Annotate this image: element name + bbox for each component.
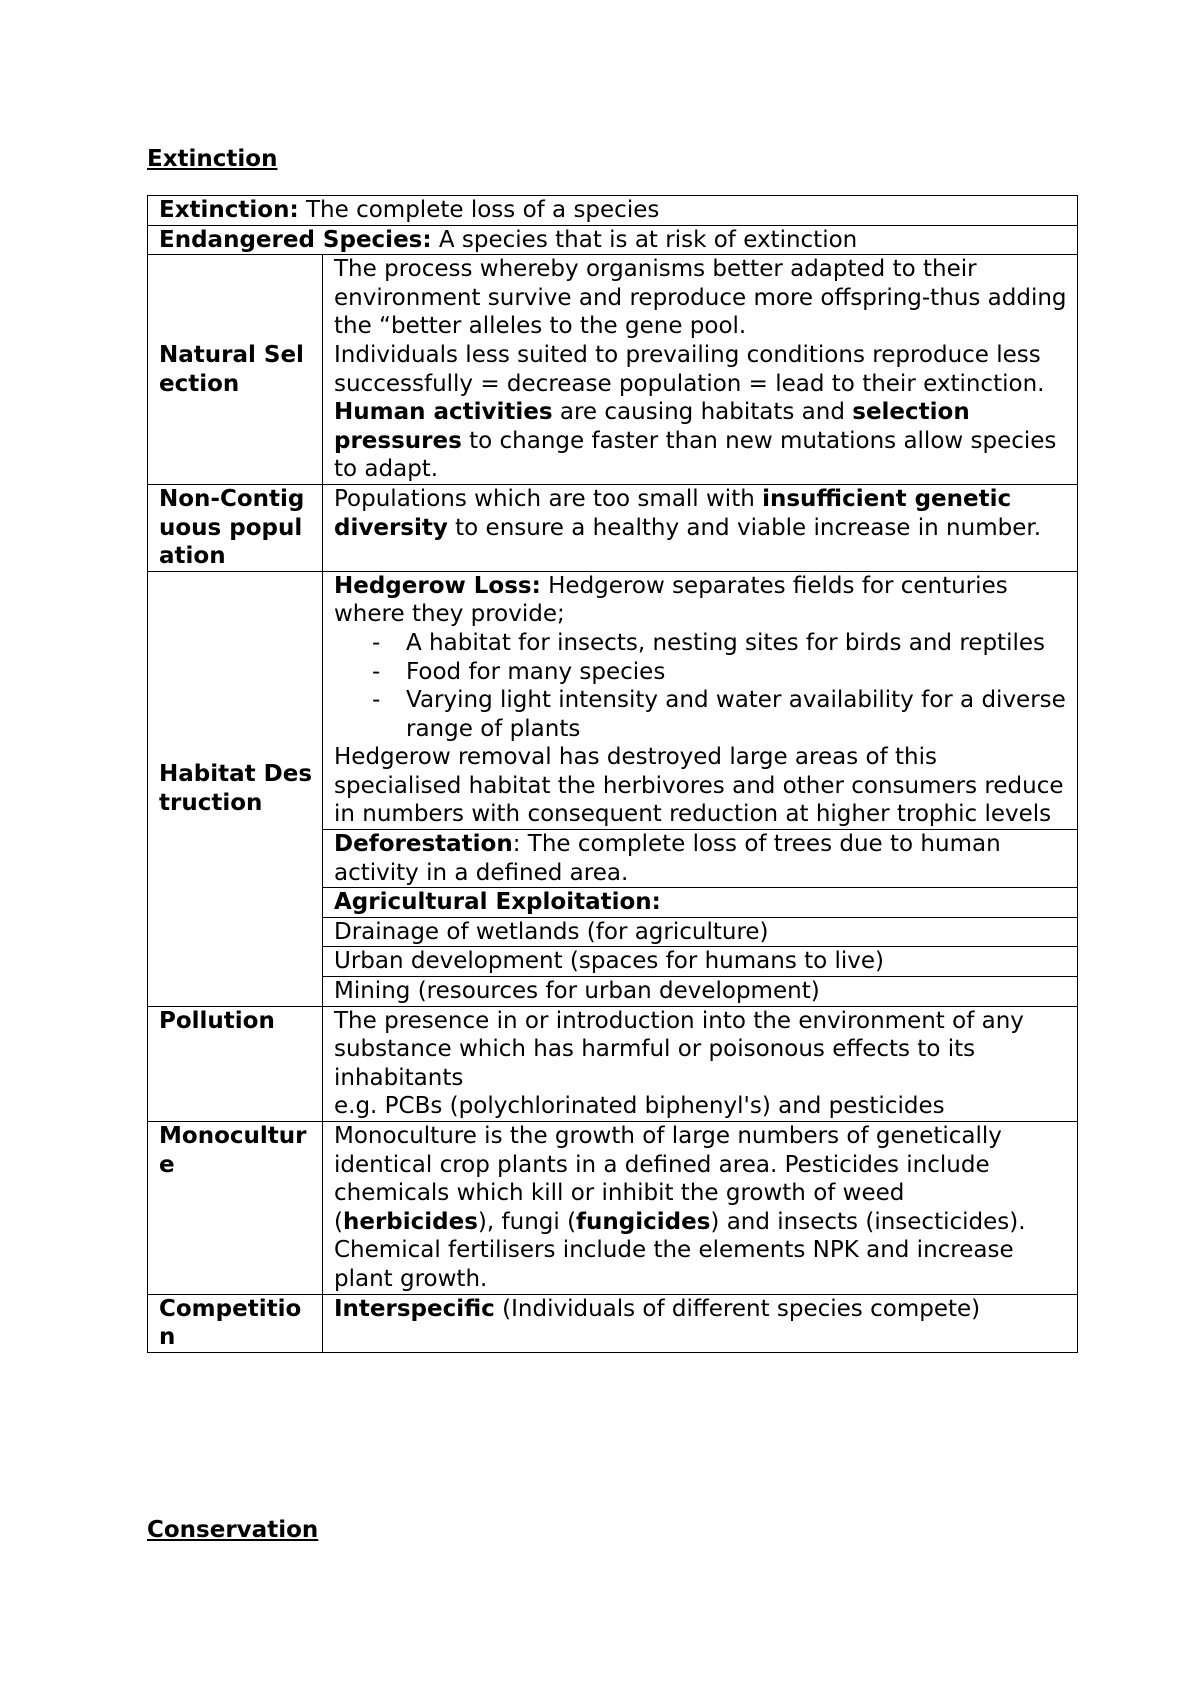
list-item: - Food for many species bbox=[334, 658, 1071, 687]
genetic-diversity-term: insufficient genetic diversity bbox=[334, 485, 1012, 541]
list-item: - A habitat for insects, nesting sites for birds and reptiles bbox=[334, 629, 1071, 658]
non-contiguous-label: Non-Contiguous population bbox=[148, 484, 323, 571]
mono-text-1: Monoculture is the growth of large numbers of genetically identical crop plants in a defined area. Pesticides include chemicals which kill or inhibit the growth of weed ( bbox=[334, 1123, 1002, 1235]
definitions-table bbox=[147, 195, 1078, 1353]
competition-text: (Individuals of different species compete) bbox=[494, 1295, 981, 1322]
habitat-destruction-label: Habitat Destruction bbox=[148, 571, 323, 1006]
extinction-text: The complete loss of a species bbox=[298, 197, 660, 223]
table-row-natural-selection bbox=[148, 255, 1078, 485]
nc-text-1: Populations which are too small with bbox=[334, 485, 763, 512]
extinction-term: Extinction: bbox=[159, 197, 299, 223]
mining-cell: Mining (resources for urban development) bbox=[323, 977, 1078, 1007]
hedgerow-list bbox=[334, 629, 1071, 743]
hedgerow-intro: Hedgerow separates fields for centuries where they provide; bbox=[334, 572, 1008, 628]
table-row-monoculture bbox=[148, 1122, 1078, 1295]
ns-text-2: to change faster than new mutations allow species to adapt. bbox=[334, 427, 1057, 483]
natural-selection-label: Natural Selection bbox=[148, 255, 323, 485]
endangered-text: A species that is at risk of extinction bbox=[431, 226, 858, 253]
table-row-competition bbox=[148, 1294, 1078, 1352]
drainage-cell: Drainage of wetlands (for agriculture) bbox=[323, 917, 1078, 947]
natural-selection-para-1: The process whereby organisms better adapted to their environment survive and reproduce more offspring-thus adding the “better alleles to the gene pool. bbox=[334, 256, 1067, 340]
endangered-term: Endangered Species: bbox=[159, 226, 432, 253]
table-row-endangered bbox=[148, 225, 1078, 255]
deforestation-text: : The complete loss of trees due to human activity in a defined area. bbox=[334, 831, 1001, 886]
agricultural-exploitation-term: Agricultural Exploitation: bbox=[334, 889, 661, 916]
hedgerow-cell bbox=[323, 571, 1078, 829]
natural-selection-cell bbox=[323, 255, 1078, 485]
extinction-definition bbox=[148, 196, 1078, 226]
page-title: Extinction bbox=[147, 146, 278, 172]
non-contiguous-cell bbox=[323, 484, 1078, 571]
pollution-para-1: The presence in or introduction into the environment of any substance which has harmful or poisonous effects to its inhabitants bbox=[334, 1007, 1024, 1091]
pollution-cell bbox=[323, 1006, 1078, 1121]
herbicides-term: herbicides bbox=[342, 1208, 478, 1235]
hedgerow-removal-text: Hedgerow removal has destroyed large areas of this specialised habitat the herbivores and other consumers reduce in numbers with consequent reduction at higher trophic levels bbox=[334, 744, 1064, 828]
nc-text-2: to ensure a healthy and viable increase in number. bbox=[447, 514, 1042, 541]
human-activities-term: Human activities bbox=[334, 399, 553, 426]
competition-label: Competition bbox=[148, 1294, 323, 1352]
list-item: - Varying light intensity and water availability for a diverse range of plants bbox=[334, 686, 1071, 743]
table-row-extinction bbox=[148, 196, 1078, 226]
natural-selection-para-2: Individuals less suited to prevailing conditions reproduce less successfully = decrease population = lead to their extinction. bbox=[334, 341, 1045, 397]
interspecific-term: Interspecific bbox=[334, 1295, 495, 1322]
competition-cell bbox=[323, 1294, 1078, 1352]
ns-text-1: are causing habitats and bbox=[552, 399, 853, 426]
table-row-pollution bbox=[148, 1006, 1078, 1121]
selection-pressures-term: selection pressures bbox=[334, 399, 970, 454]
natural-selection-para-3 bbox=[334, 398, 1071, 484]
hedgerow-term: Hedgerow Loss: bbox=[334, 572, 541, 599]
table-row-hedgerow bbox=[148, 571, 1078, 829]
deforestation-cell bbox=[323, 830, 1078, 888]
urban-development-cell: Urban development (spaces for humans to live) bbox=[323, 947, 1078, 977]
section-heading-conservation: Conservation bbox=[147, 1517, 319, 1543]
mono-text-3: ) and insects (insecticides). Chemical fertilisers include the elements NPK and increase plant growth. bbox=[334, 1208, 1026, 1292]
monoculture-label: Monoculture bbox=[148, 1122, 323, 1295]
pollution-para-2: e.g. PCBs (polychlorinated biphenyl's) and pesticides bbox=[334, 1093, 945, 1120]
mono-text-2: ), fungi ( bbox=[477, 1208, 577, 1235]
agricultural-exploitation-cell bbox=[323, 888, 1078, 918]
table-row-non-contiguous bbox=[148, 484, 1078, 571]
deforestation-term: Deforestation bbox=[334, 831, 513, 858]
monoculture-cell bbox=[323, 1122, 1078, 1295]
fungicides-term: fungicides bbox=[576, 1208, 711, 1235]
pollution-label: Pollution bbox=[148, 1006, 323, 1121]
endangered-definition bbox=[148, 225, 1078, 255]
